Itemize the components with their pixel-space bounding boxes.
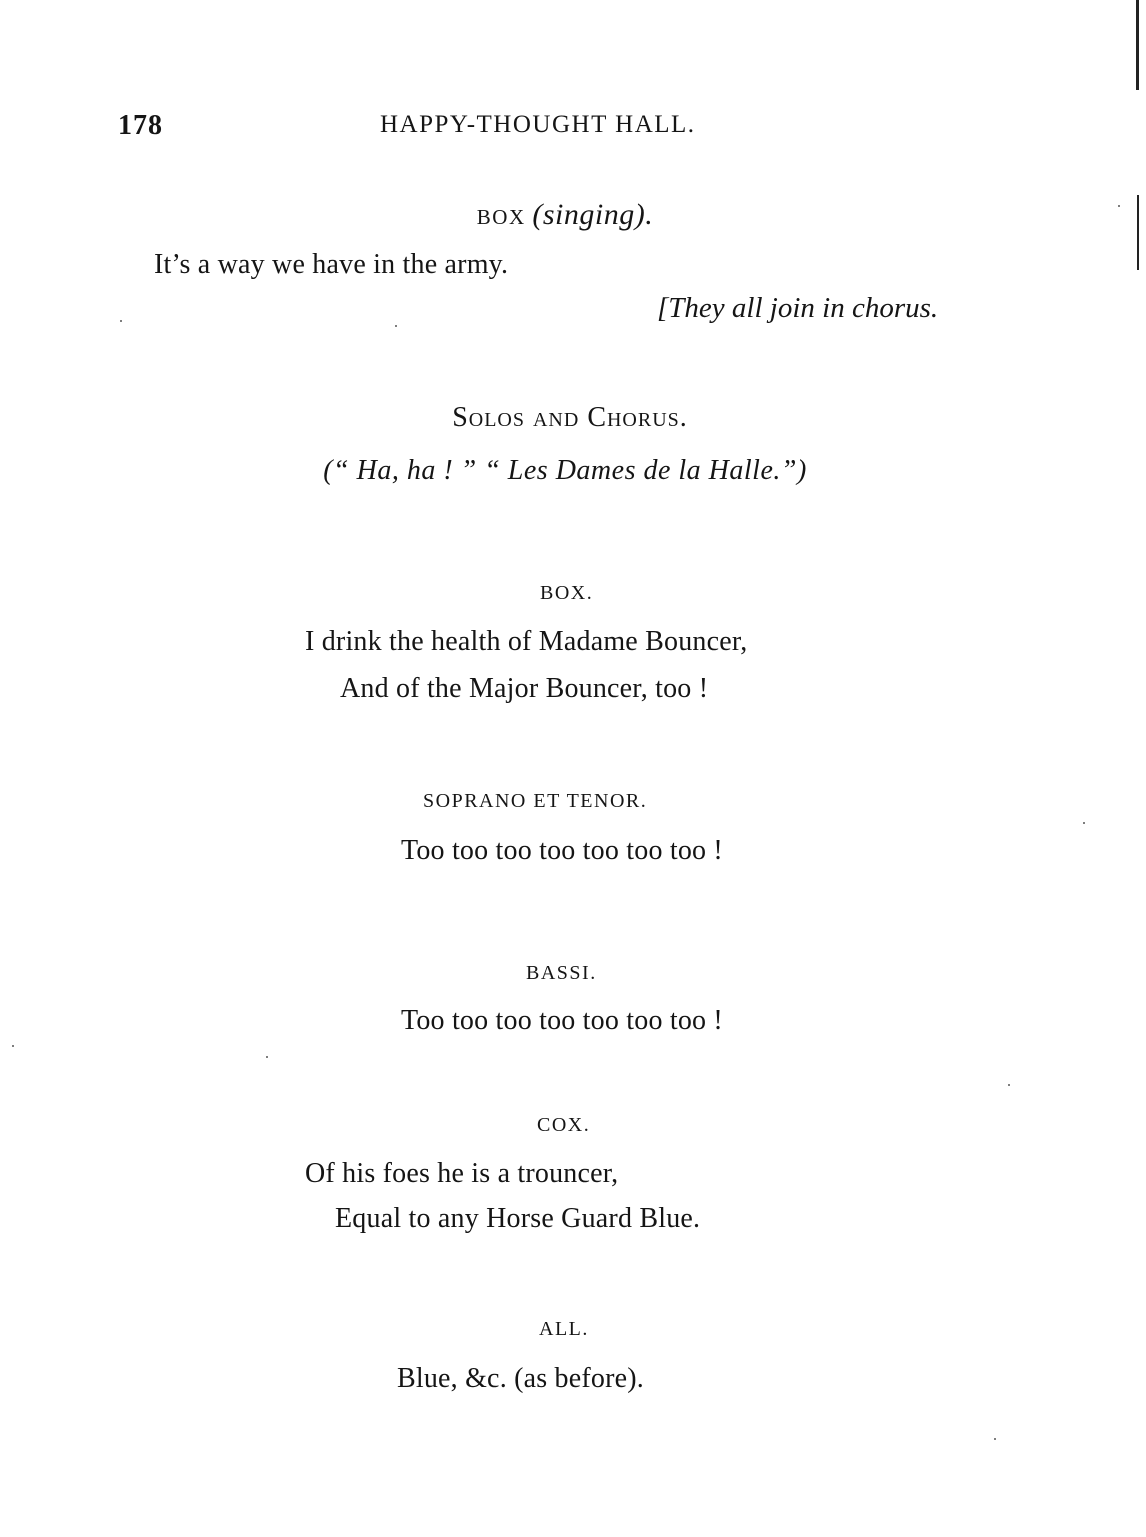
scan-speck [266, 1056, 268, 1058]
speaker-all: ALL. [539, 1318, 589, 1340]
verse-line: I drink the health of Madame Bouncer, [305, 626, 748, 657]
scan-speck [120, 320, 122, 322]
verse-line: Of his foes he is a trouncer, [305, 1158, 619, 1189]
speaker-box: BOX. [540, 582, 594, 604]
section-title: Solos and Chorus. [452, 402, 688, 433]
page-number: 178 [118, 110, 163, 141]
verse-line: And of the Major Bouncer, too ! [340, 673, 709, 704]
stage-direction-chorus: [They all join in chorus. [657, 292, 939, 324]
scan-speck [12, 1045, 14, 1047]
scan-speck [1083, 822, 1085, 824]
speaker-box-singing [0, 198, 1130, 232]
verse-line: Too too too too too too too ! [401, 1005, 723, 1036]
verse-line: Too too too too too too too ! [401, 835, 723, 866]
scan-speck [1118, 205, 1120, 207]
verse-line: Blue, &c. (as before). [397, 1363, 644, 1394]
section-subtitle: (“ Ha, ha ! ” “ Les Dames de la Halle.”) [323, 455, 807, 486]
running-head: HAPPY-THOUGHT HALL. [380, 111, 696, 138]
stage-direction-singing: (singing). [532, 198, 654, 231]
verse-line-army: It’s a way we have in the army. [154, 249, 509, 280]
verse-line: Equal to any Horse Guard Blue. [335, 1203, 701, 1234]
scan-edge-mark [1137, 195, 1139, 270]
scan-speck [994, 1438, 996, 1440]
speaker-name: BOX [476, 205, 526, 229]
speaker-soprano-et-tenor: SOPRANO ET TENOR. [423, 790, 648, 812]
speaker-bassi: BASSI. [526, 962, 597, 984]
speaker-cox: COX. [537, 1114, 591, 1136]
scan-speck [395, 325, 397, 327]
scan-speck [1008, 1084, 1010, 1086]
scan-edge-mark [1136, 0, 1139, 90]
